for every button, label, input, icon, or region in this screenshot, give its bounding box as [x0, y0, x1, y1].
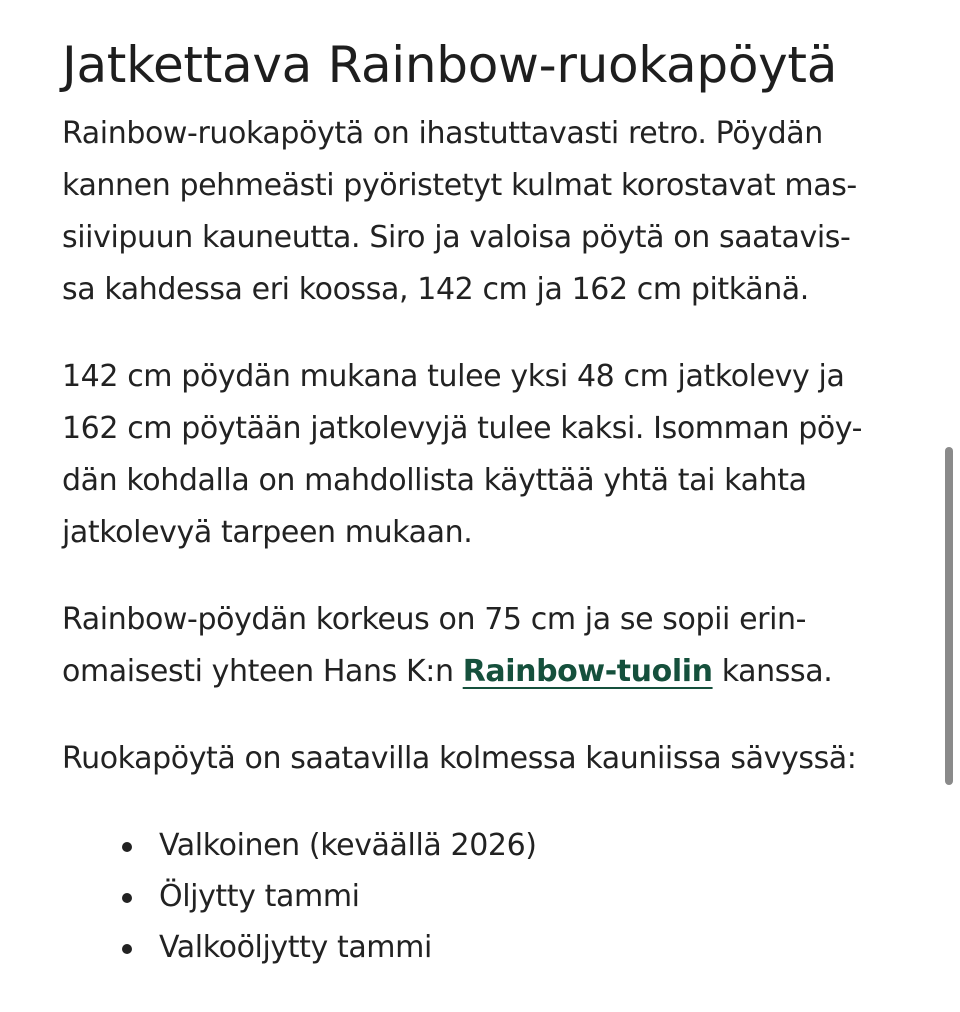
paragraph-spacer [62, 698, 902, 733]
paragraph-line: Rainbow-ruokapöytä on ihastuttavasti retro. Pöydän [62, 116, 823, 151]
scrollbar-thumb[interactable] [945, 447, 953, 785]
list-item [62, 922, 902, 973]
list-item [62, 820, 902, 871]
paragraph-line: Ruokapöytä on saatavilla kolmessa kauniissa sävyssä: [62, 741, 857, 776]
paragraph-spacer [62, 785, 902, 820]
paragraph-line: 162 cm pöytään jatkolevyjä tulee kaksi. Isomman pöy- [62, 411, 863, 446]
paragraph-line: jatkolevyä tarpeen mukaan. [62, 515, 473, 550]
paragraph-spacer [62, 559, 902, 594]
product-description [62, 22, 902, 973]
paragraph-line: dän kohdalla on mahdollista käyttää yhtä tai kahta [62, 463, 807, 498]
page-title: Jatkettava Rainbow-ruokapöytä [62, 36, 838, 94]
list-item-label: Valkoinen (keväällä 2026) [159, 828, 537, 863]
paragraph-line: Rainbow-pöydän korkeus on 75 cm ja se sopii erin- [62, 602, 807, 637]
bullet-icon [122, 842, 132, 852]
height-paragraph [62, 594, 902, 698]
list-item [62, 871, 902, 922]
paragraph-text: omaisesti yhteen Hans K:n [62, 654, 463, 689]
intro-paragraph [62, 108, 902, 316]
list-item-label: Öljytty tammi [159, 879, 360, 914]
color-options-list [62, 820, 902, 973]
extension-paragraph [62, 351, 902, 559]
paragraph-line [62, 646, 902, 698]
list-item-label: Valkoöljytty tammi [159, 930, 432, 965]
paragraph-line: 142 cm pöydän mukana tulee yksi 48 cm jatkolevy ja [62, 359, 845, 394]
paragraph-line: siivipuun kauneutta. Siro ja valoisa pöytä on saatavis- [62, 220, 851, 255]
rainbow-chair-link[interactable]: Rainbow-tuolin [462, 654, 713, 689]
bullet-icon [122, 893, 132, 903]
paragraph-text: kanssa. [712, 654, 833, 689]
colors-intro-paragraph [62, 733, 902, 785]
paragraph-line: kannen pehmeästi pyöristetyt kulmat korostavat mas- [62, 168, 857, 203]
paragraph-line: sa kahdessa eri koossa, 142 cm ja 162 cm pitkänä. [62, 272, 809, 307]
bullet-icon [122, 944, 132, 954]
paragraph-spacer [62, 316, 902, 351]
